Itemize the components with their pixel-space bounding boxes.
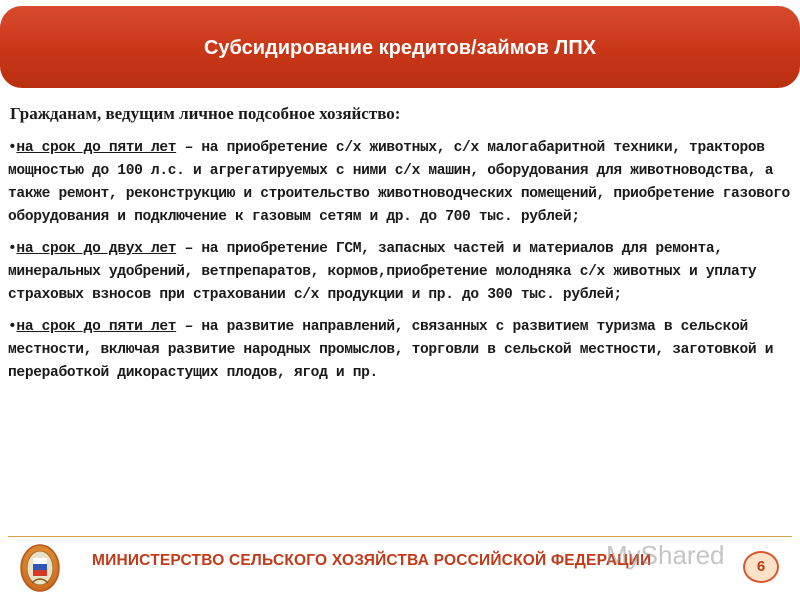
- slide-title: Субсидирование кредитов/займов ЛПХ: [203, 37, 597, 59]
- footer-divider: [8, 536, 792, 537]
- item-text: – на приобретение ГСМ, запасных частей и материалов для ремонта, минеральных удобрений, ветпрепаратов, кормов,приобретение молодняка с/х животных и уплату страховых взносов при страховании с/х продукции и пр. до 300 тыс. рублей;: [8, 241, 757, 303]
- bullet: •: [8, 319, 17, 335]
- item-text: – на приобретение с/х животных, с/х малогабаритной техники, тракторов мощностью до 100 л.с. и агрегатируемых с ними с/х машин, оборудования для животноводства, а также ремонт, реконструкцию и строительство животноводческих помещений, приобретение газового оборудования и подключение к газовым сетям и др. до 700 тыс. рублей;: [8, 140, 790, 225]
- intro-heading: Гражданам, ведущим личное подсобное хозяйство:: [10, 104, 401, 123]
- slide-content: [8, 104, 792, 394]
- list-item: [8, 137, 792, 229]
- term-label: на срок до пяти лет: [16, 140, 177, 156]
- ministry-name: МИНИСТЕРСТВО СЕЛЬСКОГО ХОЗЯЙСТВА РОССИЙСКОЙ ФЕДЕРАЦИИ: [92, 552, 652, 569]
- title-bar: [0, 6, 800, 88]
- term-label: на срок до пяти лет: [16, 319, 177, 335]
- bullet: •: [8, 140, 17, 156]
- watermark: MyShared: [606, 540, 725, 570]
- list-item: [8, 238, 792, 307]
- list-item: [8, 316, 792, 385]
- bullet: •: [8, 241, 17, 257]
- ministry-emblem-icon: [18, 543, 62, 593]
- item-text: – на развитие направлений, связанных с развитием туризма в сельской местности, включая развитие народных промыслов, торговли в сельской местности, заготовкой и переработкой дикорастущих плодов, ягод и пр.: [8, 319, 774, 381]
- term-label: на срок до двух лет: [16, 241, 177, 257]
- page-number: 6: [743, 551, 779, 583]
